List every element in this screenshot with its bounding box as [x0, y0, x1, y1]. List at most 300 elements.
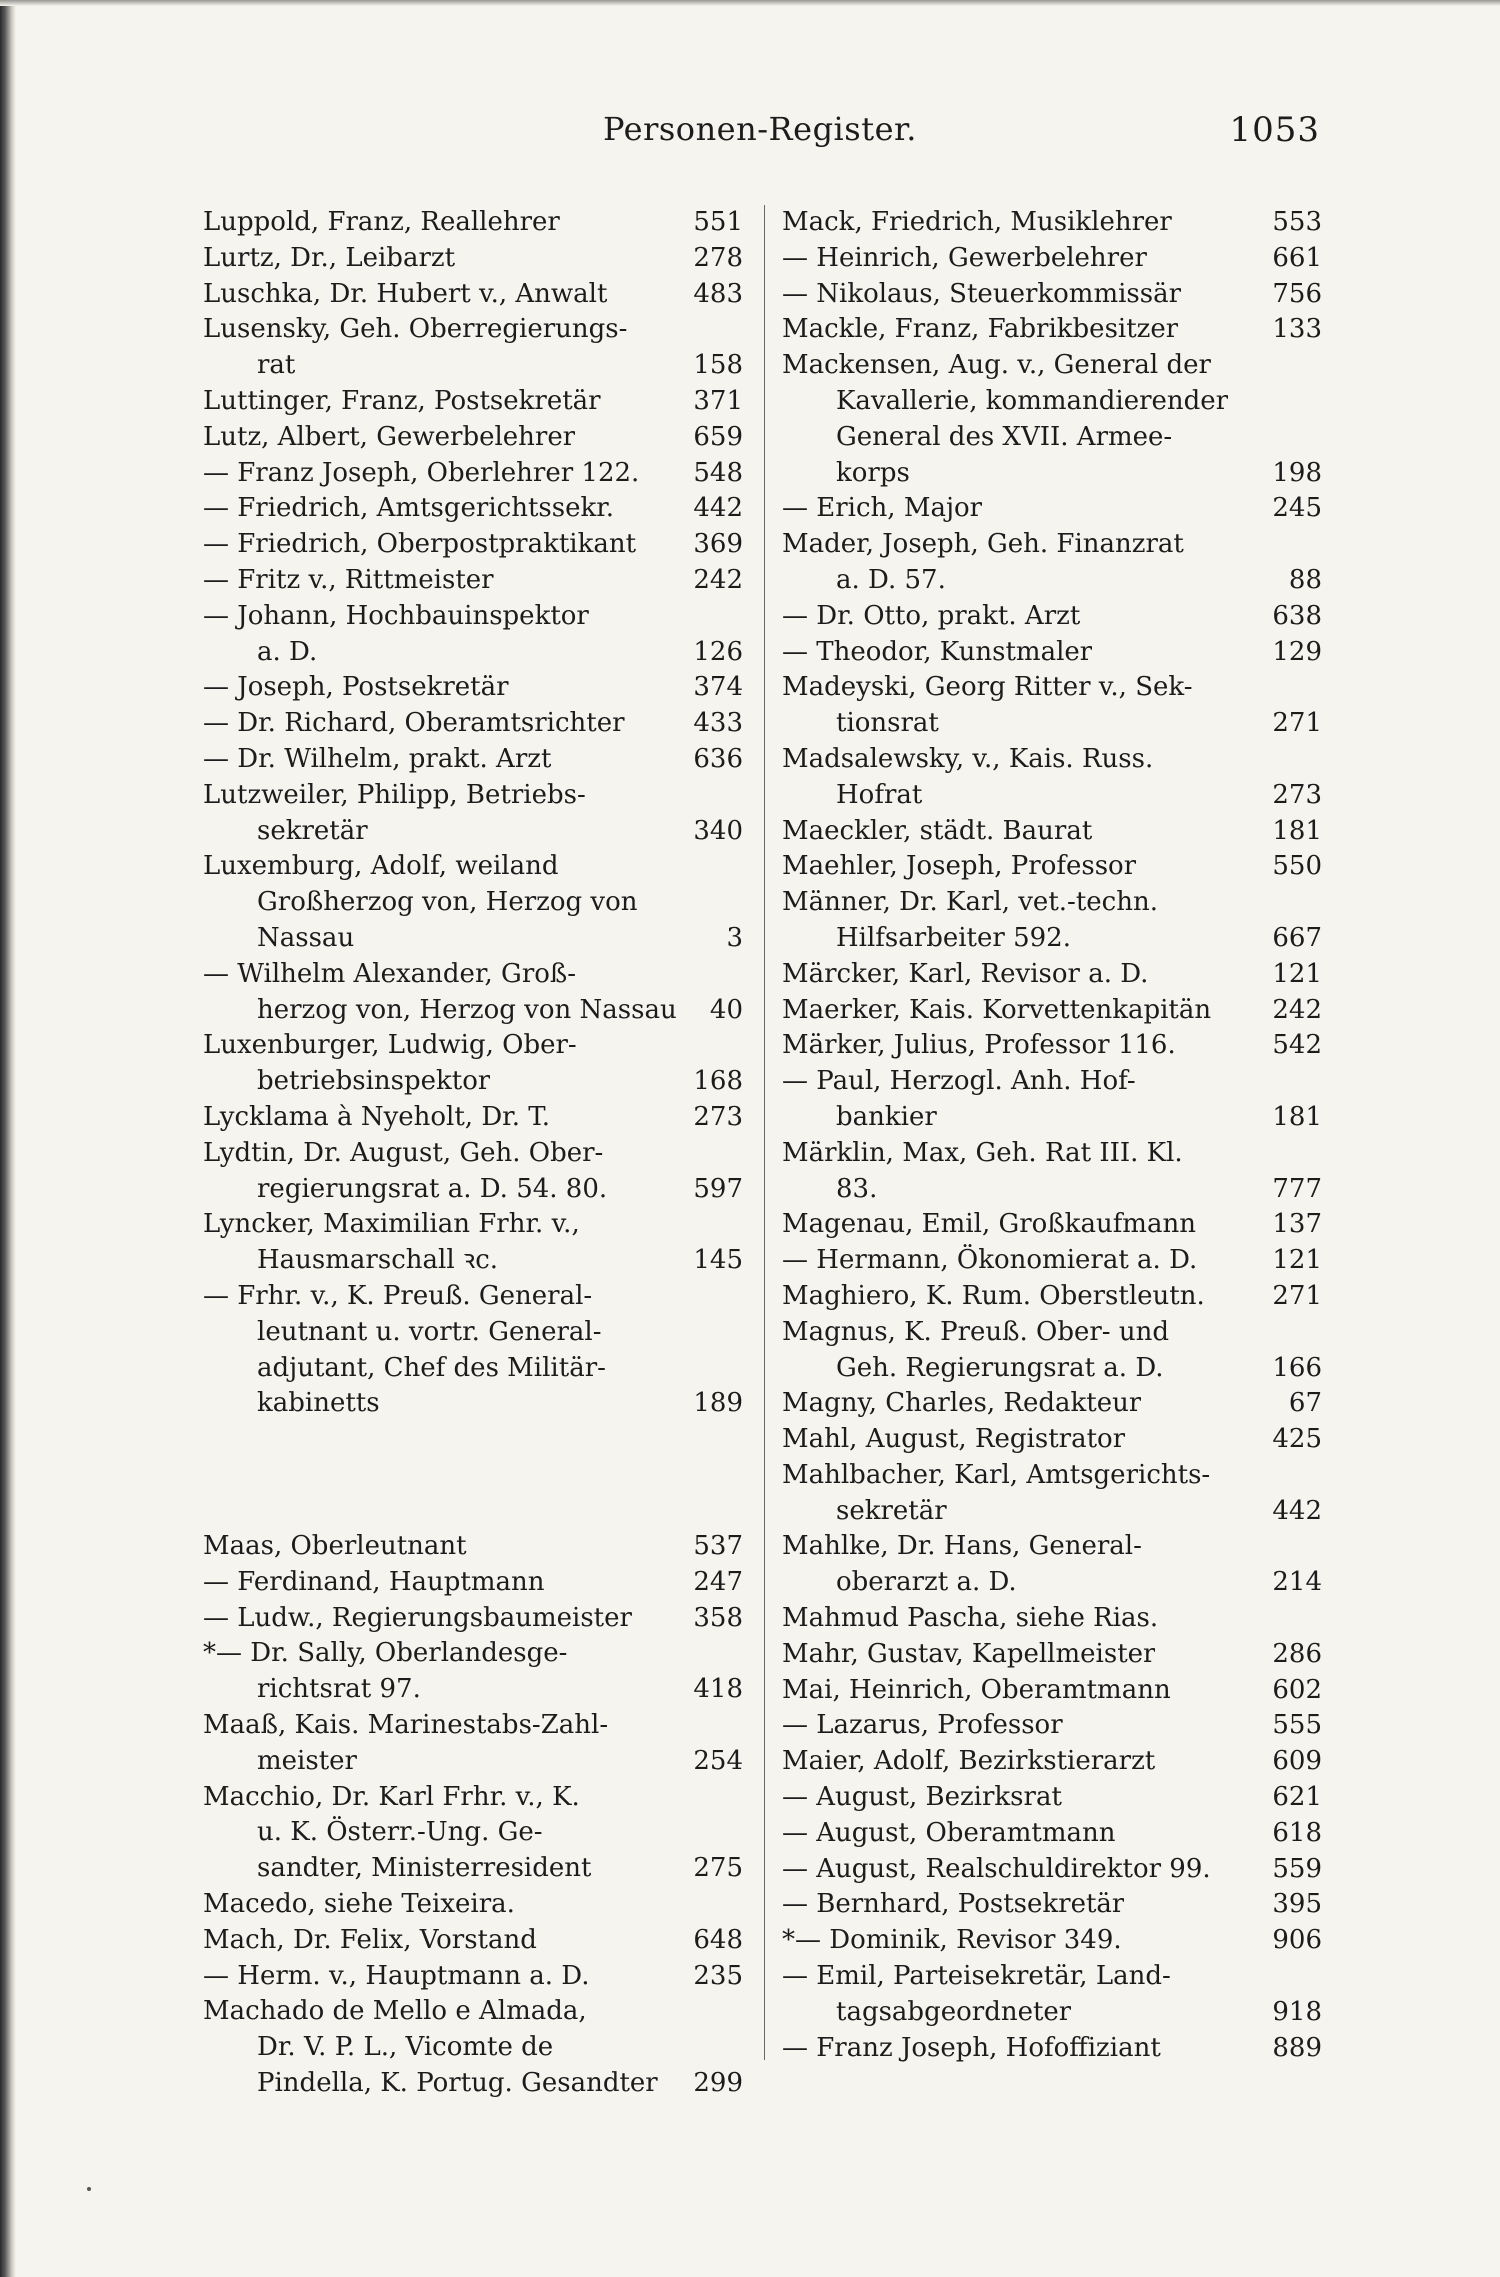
entry-text: Magnus, K. Preuß. Ober- und	[782, 1316, 1169, 1347]
entry-text: a. D. 57.	[836, 564, 946, 595]
entry-page-number: 40	[709, 994, 743, 1025]
entry-text: Märcker, Karl, Revisor a. D.	[782, 958, 1149, 989]
register-entry	[782, 277, 1322, 313]
entry-page-number: 537	[693, 1531, 743, 1562]
entry-page-number: 777	[1272, 1173, 1322, 1204]
entry-name-line	[203, 241, 743, 277]
entry-name-line	[203, 1279, 743, 1315]
register-entry	[782, 885, 1322, 957]
entry-name-line	[782, 1637, 1322, 1673]
entry-page-number: 275	[693, 1853, 743, 1884]
entry-name-line	[782, 312, 1322, 348]
entry-text: — Ferdinand, Hauptmann	[203, 1566, 545, 1597]
register-entry	[782, 1708, 1322, 1744]
entry-text: — Frhr. v., K. Preuß. General-	[203, 1280, 593, 1311]
entry-name-line	[782, 1959, 1322, 1995]
entry-text: — Lazarus, Professor	[782, 1710, 1063, 1741]
entry-page-number: 548	[693, 457, 743, 488]
entry-name-line	[203, 527, 743, 563]
entry-page-number: 638	[1272, 600, 1322, 631]
entry-name-line	[782, 742, 1322, 778]
entry-name-line	[203, 1136, 743, 1172]
entry-page-number: 273	[693, 1101, 743, 1132]
entry-text: — Franz Joseph, Oberlehrer 122.	[203, 457, 640, 488]
register-entry	[203, 456, 743, 492]
entry-continuation-line	[203, 2030, 743, 2066]
entry-continuation-line	[203, 1386, 743, 1422]
register-entry	[203, 205, 743, 241]
entry-continuation-line	[203, 348, 743, 384]
page-number: 1053	[1229, 110, 1320, 150]
entry-text: meister	[257, 1745, 357, 1776]
entry-continuation-line	[203, 1744, 743, 1780]
entry-name-line	[782, 241, 1322, 277]
entry-text: adjutant, Chef des Militär-	[257, 1352, 606, 1383]
entry-text: — Wilhelm Alexander, Groß-	[203, 958, 577, 989]
entry-page-number: 189	[693, 1388, 743, 1419]
entry-text: Hausmarschall ꝛc.	[257, 1245, 499, 1276]
entry-text: Mai, Heinrich, Oberamtmann	[782, 1674, 1171, 1705]
entry-name-line	[782, 1136, 1322, 1172]
entry-name-line	[782, 1816, 1322, 1852]
entry-name-line	[203, 1529, 743, 1565]
entry-text: Macedo, siehe Teixeira.	[203, 1889, 515, 1920]
register-entry	[782, 527, 1322, 599]
entry-name-line	[203, 563, 743, 599]
entry-text: Nassau	[257, 922, 355, 953]
entry-text: Mahr, Gustav, Kapellmeister	[782, 1638, 1156, 1669]
entry-continuation-line	[203, 635, 743, 671]
register-entry	[203, 1279, 743, 1422]
register-entry	[203, 1028, 743, 1100]
entry-name-line	[203, 1028, 743, 1064]
entry-continuation-line	[203, 1064, 743, 1100]
entry-text: — Herm. v., Hauptmann a. D.	[203, 1960, 590, 1991]
entry-name-line	[782, 1708, 1322, 1744]
entry-page-number: 602	[1272, 1674, 1322, 1705]
entry-page-number: 245	[1272, 493, 1322, 524]
entry-text: Maas, Oberleutnant	[203, 1531, 467, 1562]
entry-name-line	[782, 1279, 1322, 1315]
entry-text: — August, Realschuldirektor 99.	[782, 1853, 1211, 1884]
entry-page-number: 667	[1272, 922, 1322, 953]
entry-continuation-line	[782, 456, 1322, 492]
entry-text: Madsalewsky, v., Kais. Russ.	[782, 743, 1154, 774]
entry-page-number: 648	[693, 1924, 743, 1955]
entry-text: Maghiero, K. Rum. Oberstleutn.	[782, 1280, 1205, 1311]
entry-continuation-line	[782, 1100, 1322, 1136]
entry-text: Magny, Charles, Redakteur	[782, 1388, 1142, 1419]
entry-text: Männer, Dr. Karl, vet.-techn.	[782, 887, 1158, 918]
entry-text: — Theodor, Kunstmaler	[782, 636, 1093, 667]
entry-name-line	[782, 814, 1322, 850]
register-entry	[782, 1243, 1322, 1279]
entry-text: tagsabgeordneter	[836, 1996, 1072, 2027]
entry-page-number: 242	[1272, 994, 1322, 1025]
entry-continuation-line	[203, 1672, 743, 1708]
entry-name-line	[782, 1028, 1322, 1064]
register-entry	[782, 957, 1322, 993]
register-entry	[203, 312, 743, 384]
entry-page-number: 168	[693, 1066, 743, 1097]
entry-text: — Paul, Herzogl. Anh. Hof-	[782, 1066, 1136, 1097]
entry-page-number: 273	[1272, 779, 1322, 810]
entry-name-line	[203, 670, 743, 706]
entry-text: kabinetts	[257, 1388, 380, 1419]
entry-name-line	[782, 348, 1322, 384]
entry-text: korps	[836, 457, 910, 488]
entry-name-line	[782, 277, 1322, 313]
entry-page-number: 483	[693, 278, 743, 309]
entry-text: — Friedrich, Oberpostpraktikant	[203, 529, 637, 560]
register-entry	[203, 706, 743, 742]
entry-page-number: 88	[1288, 564, 1322, 595]
register-entry	[203, 1959, 743, 1995]
entry-page-number: 133	[1272, 314, 1322, 345]
entry-name-line	[203, 277, 743, 313]
entry-name-line	[782, 491, 1322, 527]
register-entry	[782, 1529, 1322, 1601]
entry-page-number: 621	[1272, 1782, 1322, 1813]
entry-page-number: 137	[1272, 1209, 1322, 1240]
entry-name-line	[782, 1207, 1322, 1243]
entry-text: leutnant u. vortr. General-	[257, 1316, 602, 1347]
register-entry	[203, 420, 743, 456]
entry-page-number: 659	[693, 421, 743, 452]
register-entry	[203, 241, 743, 277]
register-entry	[203, 957, 743, 1029]
entry-name-line	[203, 742, 743, 778]
entry-page-number: 661	[1272, 242, 1322, 273]
entry-name-line	[203, 1959, 743, 1995]
register-entry	[203, 1565, 743, 1601]
entry-text: Mach, Dr. Felix, Vorstand	[203, 1924, 537, 1955]
column-divider	[764, 205, 765, 2060]
entry-continuation-line	[203, 1351, 743, 1387]
entry-page-number: 550	[1272, 851, 1322, 882]
entry-name-line	[203, 1565, 743, 1601]
register-entry	[782, 1315, 1322, 1387]
register-entry	[782, 205, 1322, 241]
register-entry	[203, 1994, 743, 2101]
entry-text: tionsrat	[836, 708, 939, 739]
register-entry	[782, 312, 1322, 348]
entry-text: Madeyski, Georg Ritter v., Sek-	[782, 672, 1193, 703]
entry-text: — Ludw., Regierungsbaumeister	[203, 1602, 632, 1633]
entry-page-number: 609	[1272, 1746, 1322, 1777]
entry-name-line	[203, 1780, 743, 1816]
entry-text: rat	[257, 350, 296, 381]
register-entry	[203, 778, 743, 850]
entry-text: richtsrat 97.	[257, 1674, 421, 1705]
entry-name-line	[203, 420, 743, 456]
entry-name-line	[203, 1100, 743, 1136]
entry-page-number: 158	[693, 350, 743, 381]
entry-page-number: 271	[1272, 708, 1322, 739]
entry-text: Mackle, Franz, Fabrikbesitzer	[782, 314, 1179, 345]
entry-name-line	[203, 456, 743, 492]
register-entry	[782, 670, 1322, 742]
entry-page-number: 286	[1272, 1638, 1322, 1669]
entry-text: Maaß, Kais. Marinestabs-Zahl-	[203, 1710, 609, 1741]
entry-name-line	[203, 1923, 743, 1959]
register-entry	[782, 1458, 1322, 1530]
entry-text: Lutz, Albert, Gewerbelehrer	[203, 421, 576, 452]
entry-page-number: 918	[1272, 1996, 1322, 2027]
entry-continuation-line	[782, 778, 1322, 814]
entry-name-line	[782, 1601, 1322, 1637]
register-entry	[203, 1601, 743, 1637]
entry-text: Mahmud Pascha, siehe Rias.	[782, 1603, 1159, 1634]
entry-continuation-line	[782, 1494, 1322, 1530]
entry-name-line	[782, 1852, 1322, 1888]
register-entry	[782, 241, 1322, 277]
entry-name-line	[782, 527, 1322, 563]
entry-name-line	[203, 1601, 743, 1637]
register-column-left	[203, 205, 743, 2099]
entry-text: — August, Bezirksrat	[782, 1782, 1062, 1813]
entry-text: Geh. Regierungsrat a. D.	[836, 1352, 1164, 1383]
register-entry	[782, 1744, 1322, 1780]
entry-name-line	[203, 706, 743, 742]
register-entry	[782, 599, 1322, 635]
register-entry	[782, 993, 1322, 1029]
entry-name-line	[203, 491, 743, 527]
entry-page-number: 278	[693, 242, 743, 273]
entry-text: Mack, Friedrich, Musiklehrer	[782, 207, 1172, 237]
entry-name-line	[782, 1887, 1322, 1923]
entry-name-line	[782, 1064, 1322, 1100]
page-binding-edge	[0, 0, 16, 2277]
entry-page-number: 418	[693, 1674, 743, 1705]
entry-page-number: 129	[1272, 636, 1322, 667]
entry-text: Märklin, Max, Geh. Rat III. Kl.	[782, 1137, 1183, 1168]
entry-text: sekretär	[257, 815, 368, 846]
entry-name-line	[782, 885, 1322, 921]
entry-name-line	[782, 599, 1322, 635]
entry-page-number: 374	[693, 672, 743, 703]
entry-page-number: 889	[1272, 2032, 1322, 2063]
entry-page-number: 559	[1272, 1853, 1322, 1884]
register-entry	[203, 1780, 743, 1887]
entry-name-line	[782, 2031, 1322, 2067]
entry-text: u. K. Österr.-Ung. Ge-	[257, 1817, 543, 1848]
register-entry	[203, 491, 743, 527]
entry-text: — Joseph, Postsekretär	[203, 672, 509, 703]
entry-page-number: 425	[1272, 1424, 1322, 1455]
entry-text: Großherzog von, Herzog von	[257, 887, 638, 918]
entry-text: — Johann, Hochbauinspektor	[203, 600, 589, 631]
entry-text: — Nikolaus, Steuerkommissär	[782, 278, 1182, 309]
entry-text: Luschka, Dr. Hubert v., Anwalt	[203, 278, 608, 309]
register-entry	[203, 1529, 743, 1565]
entry-text: sandter, Ministerresident	[257, 1853, 592, 1884]
entry-name-line	[782, 1386, 1322, 1422]
entry-text: Lyncker, Maximilian Frhr. v.,	[203, 1209, 580, 1240]
register-entry	[203, 1708, 743, 1780]
entry-text: — Dr. Richard, Oberamtsrichter	[203, 708, 625, 739]
entry-continuation-line	[782, 706, 1322, 742]
register-entry	[782, 742, 1322, 814]
entry-text: Maier, Adolf, Bezirkstierarzt	[782, 1746, 1156, 1777]
entry-name-line	[782, 849, 1322, 885]
entry-page-number: 181	[1272, 815, 1322, 846]
entry-text: Dr. V. P. L., Vicomte de	[257, 2032, 554, 2063]
entry-page-number: 214	[1272, 1567, 1322, 1598]
entry-text: Maehler, Joseph, Professor	[782, 851, 1137, 882]
register-entry	[782, 2031, 1322, 2067]
entry-text: — Erich, Major	[782, 493, 983, 524]
register-entry	[782, 1207, 1322, 1243]
entry-text: Hilfsarbeiter 592.	[836, 922, 1071, 953]
entry-continuation-line	[782, 1565, 1322, 1601]
register-entry	[203, 849, 743, 956]
entry-name-line	[203, 599, 743, 635]
entry-text: Lydtin, Dr. August, Geh. Ober-	[203, 1137, 604, 1168]
entry-name-line	[782, 1243, 1322, 1279]
entry-page-number: 756	[1272, 278, 1322, 309]
entry-text: Maeckler, städt. Baurat	[782, 815, 1093, 846]
entry-page-number: 369	[693, 529, 743, 560]
register-entry	[203, 384, 743, 420]
entry-page-number: 121	[1272, 1245, 1322, 1276]
entry-text: — Friedrich, Amtsgerichtssekr.	[203, 493, 615, 524]
entry-name-line	[203, 205, 743, 241]
entry-text: — Fritz v., Rittmeister	[203, 564, 494, 595]
entry-text: bankier	[836, 1101, 937, 1132]
entry-text: Hofrat	[836, 779, 923, 810]
entry-text: Magenau, Emil, Großkaufmann	[782, 1209, 1196, 1240]
register-entry	[782, 635, 1322, 671]
entry-name-line	[782, 957, 1322, 993]
entry-continuation-line	[203, 1815, 743, 1851]
entry-continuation-line	[203, 885, 743, 921]
entry-text: sekretär	[836, 1495, 947, 1526]
entry-text: regierungsrat a. D. 54. 80.	[257, 1173, 608, 1204]
entry-page-number: 636	[693, 743, 743, 774]
register-entry	[203, 563, 743, 599]
entry-text: Kavallerie, kommandierender	[836, 385, 1229, 416]
entry-name-line	[782, 1458, 1322, 1494]
entry-page-number: 542	[1272, 1030, 1322, 1061]
entry-name-line	[782, 1529, 1322, 1565]
entry-name-line	[203, 1207, 743, 1243]
entry-continuation-line	[782, 1351, 1322, 1387]
entry-page-number: 235	[693, 1960, 743, 1991]
entry-name-line	[782, 205, 1322, 241]
entry-text: — Heinrich, Gewerbelehrer	[782, 242, 1147, 273]
entry-name-line	[782, 1744, 1322, 1780]
entry-text: oberarzt a. D.	[836, 1567, 1017, 1598]
entry-name-line	[203, 1708, 743, 1744]
entry-text: Pindella, K. Portug. Gesandter	[257, 2068, 658, 2099]
entry-name-line	[203, 1994, 743, 2030]
entry-text: Lusensky, Geh. Oberregierungs-	[203, 314, 628, 345]
entry-continuation-line	[782, 420, 1322, 456]
entry-continuation-line	[782, 563, 1322, 599]
entry-name-line	[782, 1315, 1322, 1351]
entry-name-line	[203, 384, 743, 420]
register-entry	[782, 491, 1322, 527]
entry-text: Luxemburg, Adolf, weiland	[203, 851, 559, 882]
register-entry	[782, 1028, 1322, 1064]
register-entry	[203, 1100, 743, 1136]
entry-text: Mader, Joseph, Geh. Finanzrat	[782, 529, 1184, 560]
register-entry	[203, 1887, 743, 1923]
entry-text: Lutzweiler, Philipp, Betriebs-	[203, 779, 586, 810]
page-header	[200, 110, 1320, 170]
register-entry	[782, 1780, 1322, 1816]
register-entry	[203, 1923, 743, 1959]
entry-text: — Emil, Parteisekretär, Land-	[782, 1961, 1171, 1992]
register-entry	[782, 1386, 1322, 1422]
page-top-edge	[0, 0, 1500, 6]
entry-page-number: 299	[693, 2068, 743, 2099]
register-entry	[203, 1636, 743, 1708]
register-entry	[782, 1601, 1322, 1637]
entry-page-number: 126	[693, 636, 743, 667]
entry-continuation-line	[782, 1995, 1322, 2031]
entry-text: Mackensen, Aug. v., General der	[782, 350, 1211, 381]
entry-text: Lurtz, Dr., Leibarzt	[203, 242, 456, 273]
entry-page-number: 553	[1272, 207, 1322, 237]
register-entry	[782, 1816, 1322, 1852]
entry-page-number: 371	[693, 385, 743, 416]
register-entry	[782, 1422, 1322, 1458]
entry-continuation-line	[203, 814, 743, 850]
entry-text: General des XVII. Armee-	[836, 421, 1173, 452]
register-entry	[203, 277, 743, 313]
entry-page-number: 271	[1272, 1280, 1322, 1311]
entry-text: — Hermann, Ökonomierat a. D.	[782, 1245, 1198, 1276]
entry-text: Luttinger, Franz, Postsekretär	[203, 385, 601, 416]
entry-text: Lycklama à Nyeholt, Dr. T.	[203, 1101, 551, 1132]
entry-page-number: 433	[693, 708, 743, 739]
register-entry	[782, 1136, 1322, 1208]
register-entry	[782, 1064, 1322, 1136]
entry-continuation-line	[782, 1172, 1322, 1208]
entry-text: — Bernhard, Postsekretär	[782, 1889, 1125, 1920]
entry-continuation-line	[203, 1315, 743, 1351]
entry-name-line	[782, 670, 1322, 706]
register-entry	[782, 1279, 1322, 1315]
entry-page-number: 358	[693, 1602, 743, 1633]
entry-name-line	[203, 1887, 743, 1923]
entry-page-number: 3	[726, 922, 743, 953]
entry-name-line	[782, 635, 1322, 671]
entry-page-number: 198	[1272, 457, 1322, 488]
entry-continuation-line	[203, 2066, 743, 2102]
entry-name-line	[203, 1636, 743, 1672]
entry-continuation-line	[203, 993, 743, 1029]
section-gap	[203, 1422, 743, 1529]
entry-page-number: 67	[1288, 1388, 1322, 1419]
register-entry	[782, 1959, 1322, 2031]
print-speck	[80, 2180, 98, 2198]
entry-text: betriebsinspektor	[257, 1066, 491, 1097]
entry-text: — Dr. Wilhelm, prakt. Arzt	[203, 743, 552, 774]
register-entry	[782, 1923, 1322, 1959]
register-entry	[782, 1887, 1322, 1923]
entry-name-line	[782, 1780, 1322, 1816]
entry-page-number: 242	[693, 564, 743, 595]
entry-text: Maerker, Kais. Korvettenkapitän	[782, 994, 1212, 1025]
register-column-right	[782, 205, 1322, 2085]
entry-page-number: 442	[693, 493, 743, 524]
entry-text: a. D.	[257, 636, 318, 667]
entry-text: Luxenburger, Ludwig, Ober-	[203, 1030, 577, 1061]
entry-name-line	[782, 1923, 1322, 1959]
